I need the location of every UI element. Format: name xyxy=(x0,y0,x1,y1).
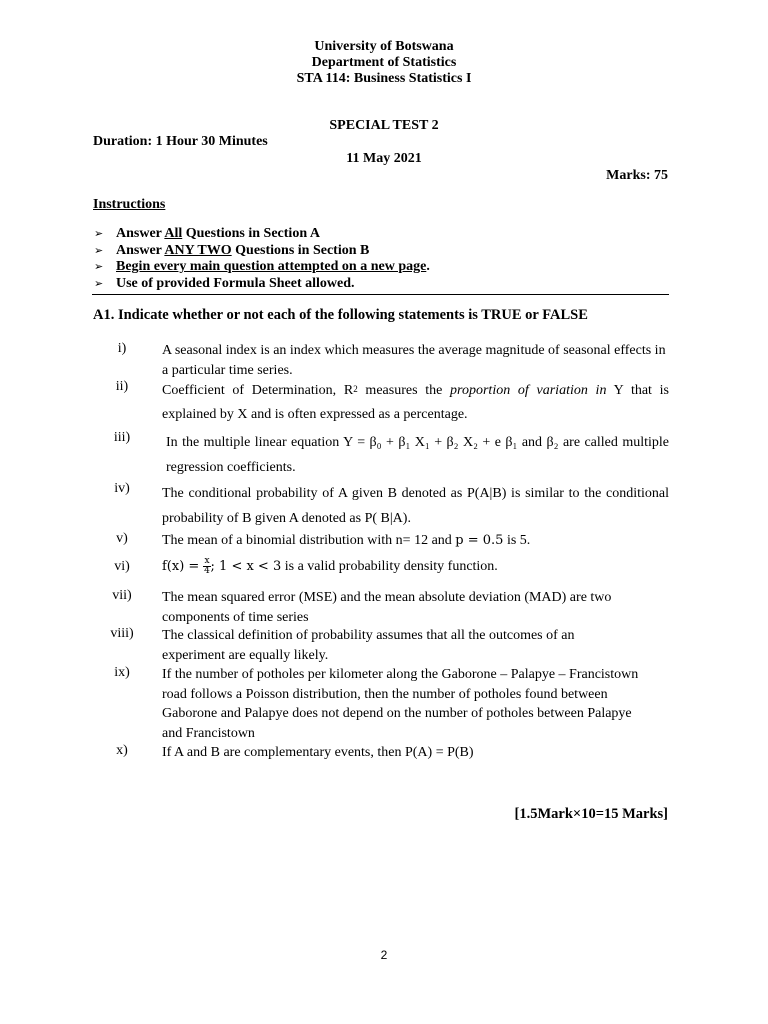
arrow-bullet-icon: ➢ xyxy=(94,244,104,257)
test-title: SPECIAL TEST 2 xyxy=(329,118,439,133)
fraction-denominator: 4 xyxy=(204,566,210,577)
arrow-bullet-icon: ➢ xyxy=(94,260,104,273)
item-number: ix) xyxy=(114,665,130,680)
item-number: ii) xyxy=(115,379,129,394)
statement-vii: The mean squared error (MSE) and the mean absolute deviation (MAD) are two components of time series xyxy=(162,590,612,625)
item-number: i) xyxy=(117,341,127,356)
statement-x: If A and B are complementary events, then P(A) = P(B) xyxy=(162,745,474,760)
statement-i: A seasonal index is an index which measures the average magnitude of seasonal effects in a particular time series. xyxy=(162,343,666,378)
instruction-item: ➢ Answer All Questions in Section A xyxy=(94,226,320,241)
department-name: Department of Statistics xyxy=(311,55,457,70)
item-number: x) xyxy=(116,743,128,758)
total-marks: Marks: 75 xyxy=(606,168,668,183)
instructions-heading: Instructions xyxy=(93,197,166,212)
item-number: viii) xyxy=(110,626,134,641)
university-name: University of Botswana xyxy=(314,39,454,54)
statement-iv: The conditional probability of A given B denoted as P(A|B) is similar to the conditional probability of B given A denoted as P( B|A). xyxy=(162,486,669,526)
section-marks: [1.5Mark×10=15 Marks] xyxy=(514,806,668,822)
item-number: iii) xyxy=(113,430,131,445)
fraction-numerator: x xyxy=(204,556,210,567)
arrow-bullet-icon: ➢ xyxy=(94,227,104,240)
statement-v: The mean of a binomial distribution with n= 12 and p = 0.5 is 5. xyxy=(162,533,531,548)
instruction-item: ➢ Begin every main question attempted on a new page. xyxy=(94,259,430,274)
section-divider xyxy=(92,294,669,295)
statement-ix: If the number of potholes per kilometer along the Gaborone – Palapye – Francistown road follows a Poisson distribution, then the number of potholes found between Gaborone and Palapye does not depend on the number of potholes between Palapye and Francistown xyxy=(162,667,639,741)
test-date: 11 May 2021 xyxy=(346,151,422,166)
course-title: STA 114: Business Statistics I xyxy=(296,71,472,86)
statement-iii: In the multiple linear equation Y = β₀ + β₁ X₁ + β₂ X₂ + e β₁ and β₂ are called multiple regression coefficients. xyxy=(166,435,669,475)
duration: Duration: 1 Hour 30 Minutes xyxy=(93,134,268,149)
item-number: iv) xyxy=(114,481,130,496)
statement-viii: The classical definition of probability assumes that all the outcomes of an experiment are equally likely. xyxy=(162,628,575,663)
page-number: 2 xyxy=(380,948,388,962)
question-a1: A1. Indicate whether or not each of the following statements is TRUE or FALSE xyxy=(93,307,588,323)
item-number: v) xyxy=(116,531,128,546)
statement-vi: f(x) = $\frac{x}{4}$ ; 1 < x < 3 is a valid probability density function. xyxy=(162,556,498,577)
arrow-bullet-icon: ➢ xyxy=(94,277,104,290)
instruction-item: ➢ Use of provided Formula Sheet allowed. xyxy=(94,276,355,291)
instruction-item: ➢ Answer ANY TWO Questions in Section B xyxy=(94,243,370,258)
item-number: vii) xyxy=(112,588,132,603)
statement-ii: Coefficient of Determination, $R^2$ measures the proportion of variation in Y that is explained by X and is often expressed as a percentage. xyxy=(162,383,669,422)
item-number: vi) xyxy=(114,559,130,574)
